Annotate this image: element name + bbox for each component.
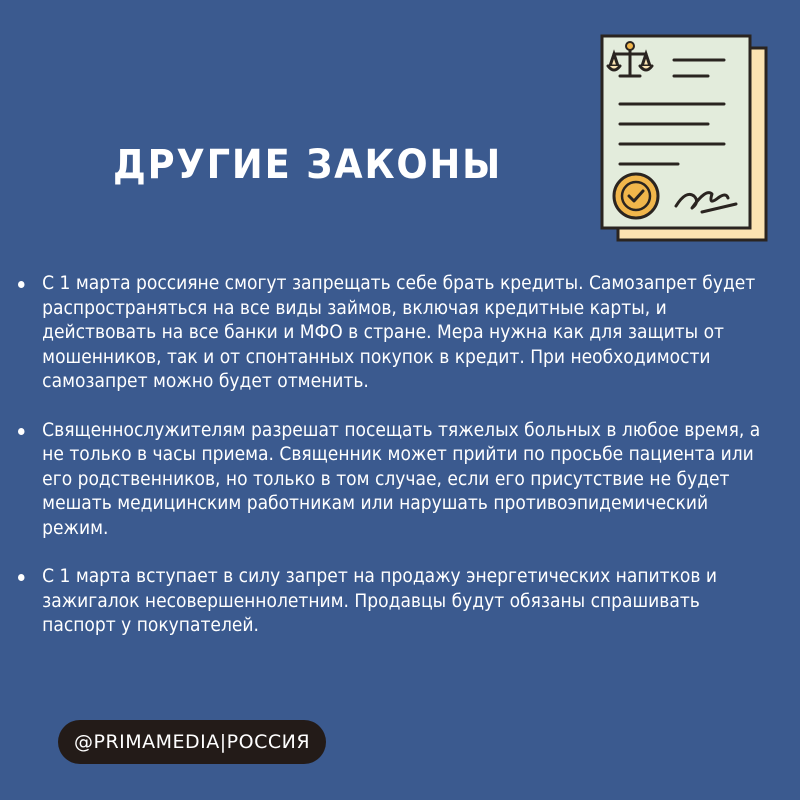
- list-item: Священнослужителям разрешат посещать тяжелых больных в любое время, а не только в часы приема. Священник может прийти по просьбе пациента или его родственников, но только в том случае, если его присутствие не будет мешать медицинским работникам или нарушать противоэпидемический режим.: [18, 419, 777, 542]
- handle-badge: [58, 720, 326, 764]
- page-title: ДРУГИЕ ЗАКОНЫ: [113, 141, 503, 188]
- handle-text: @PRIMAMEDIA|РОССИЯ: [74, 731, 311, 753]
- list-item: С 1 марта вступает в силу запрет на продажу энергетических напитков и зажигалок несовершеннолетним. Продавцы будут обязаны спрашивать паспорт у покупателей.: [18, 565, 777, 639]
- legal-document-icon: [596, 30, 772, 246]
- bullet-list: [18, 272, 761, 663]
- list-item: С 1 марта россияне смогут запрещать себе брать кредиты. Самозапрет будет распространяться на все виды займов, включая кредитные карты, и действовать на все банки и МФО в стране. Мера нужна как для защиты от мошенников, так и от спонтанных покупок в кредит. При необходимости самозапрет можно будет отменить.: [18, 272, 777, 395]
- seal-check-icon: [614, 174, 658, 218]
